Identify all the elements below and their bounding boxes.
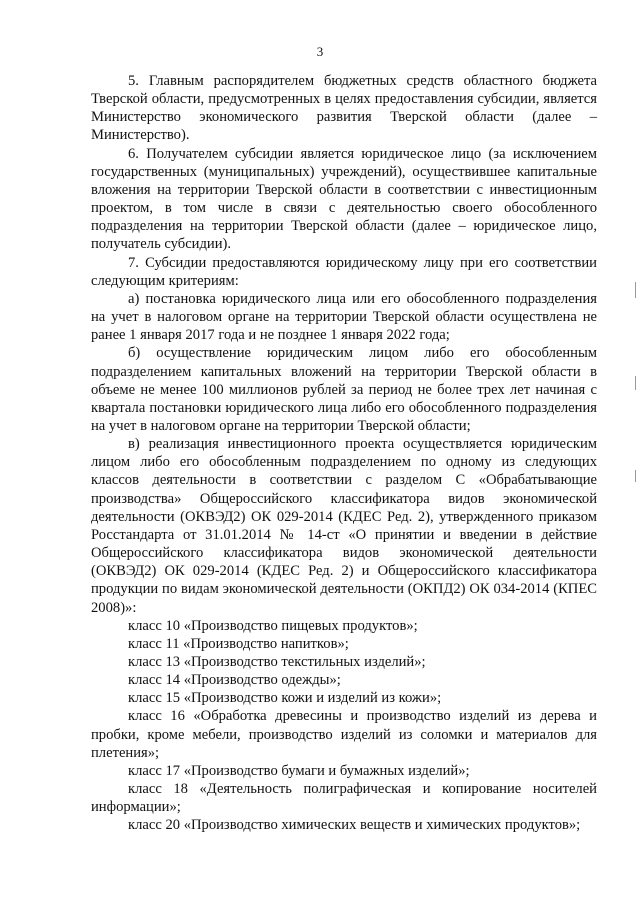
scan-edge-mark <box>635 376 636 390</box>
class-item-18: класс 18 «Деятельность полиграфическая и копирование носителей информации»; <box>91 781 597 816</box>
scan-edge-mark <box>635 470 636 482</box>
class-item-17: класс 17 «Производство бумаги и бумажных изделий»; <box>128 762 470 779</box>
class-item-13: класс 13 «Производство текстильных изделий»; <box>128 654 426 670</box>
class-item-11: класс 11 «Производство напитков»; <box>128 635 349 652</box>
class-item-14: класс 14 «Производство одежды»; <box>128 672 341 689</box>
class-item-20: класс 20 «Производство химических веществ и химических продуктов»; <box>128 817 581 834</box>
class-item-16: класс 16 «Обработка древесины и производство изделий из дерева и пробки, кроме мебели, производство изделий из соломки и материалов для плетения»; <box>91 708 597 761</box>
criterion-v: в) реализация инвестиционного проекта осуществляется юридическим лицом либо его обособленным подразделением по одному из следующих классов деятельности в соответствии с разделом С «Обрабатывающие производства» Общероссийского классификатора видов экономической деятельности (ОКВЭД2) ОК 029-2014 (КДЕС Ред. 2), утвержденного приказом Росстандарта от 31.01.2014 № 14-ст «О принятии и введении в действие Общероссийского классификатора видов экономической деятельности (ОКВЭД2) ОК 029-2014 (КДЕС Ред. 2) и Общероссийского классификатора продукции по видам экономической деятельности (ОКПД2) ОК 034-2014 (КПЕС 2008)»: <box>91 436 597 616</box>
page-number: 3 <box>316 44 324 59</box>
criterion-a: а) постановка юридического лица или его обособленного подразделения на учет в налоговом органе на территории Тверской области осуществлена не ранее 1 января 2017 года и не позднее 1 января 2022 года; <box>91 290 597 344</box>
scan-edge-mark <box>635 282 636 298</box>
paragraph-5: 5. Главным распорядителем бюджетных средств областного бюджета Тверской области, предусмотренных в целях предоставления субсидии, является Министерство экономического развития Тверской области (далее – Министерство). <box>91 73 597 144</box>
criterion-b: б) осуществление юридическим лицом либо его обособленным подразделением капитальных вложений на территории Тверской области в объеме не менее 100 миллионов рублей за период не более трех лет начиная с квартала постановки юридического лица либо его обособленного подразделения на учет в налоговом органе на территории Тверской области; <box>91 345 597 434</box>
paragraph-7: 7. Субсидии предоставляются юридическому лицу при его соответствии следующим критериям: <box>91 254 597 289</box>
paragraph-6: 6. Получателем субсидии является юридическое лицо (за исключением государственных (муниципальных) учреждений), осуществившее капитальные вложения на территории Тверской области в соответствии с инвестиционным проектом, в том числе в связи с деятельностью своего обособленного подразделения на территории Тверской области (далее – юридическое лицо, получатель субсидии). <box>91 145 597 253</box>
class-item-10: класс 10 «Производство пищевых продуктов»; <box>128 617 418 634</box>
class-item-15: класс 15 «Производство кожи и изделий из кожи»; <box>128 690 442 707</box>
document-body <box>91 72 597 835</box>
